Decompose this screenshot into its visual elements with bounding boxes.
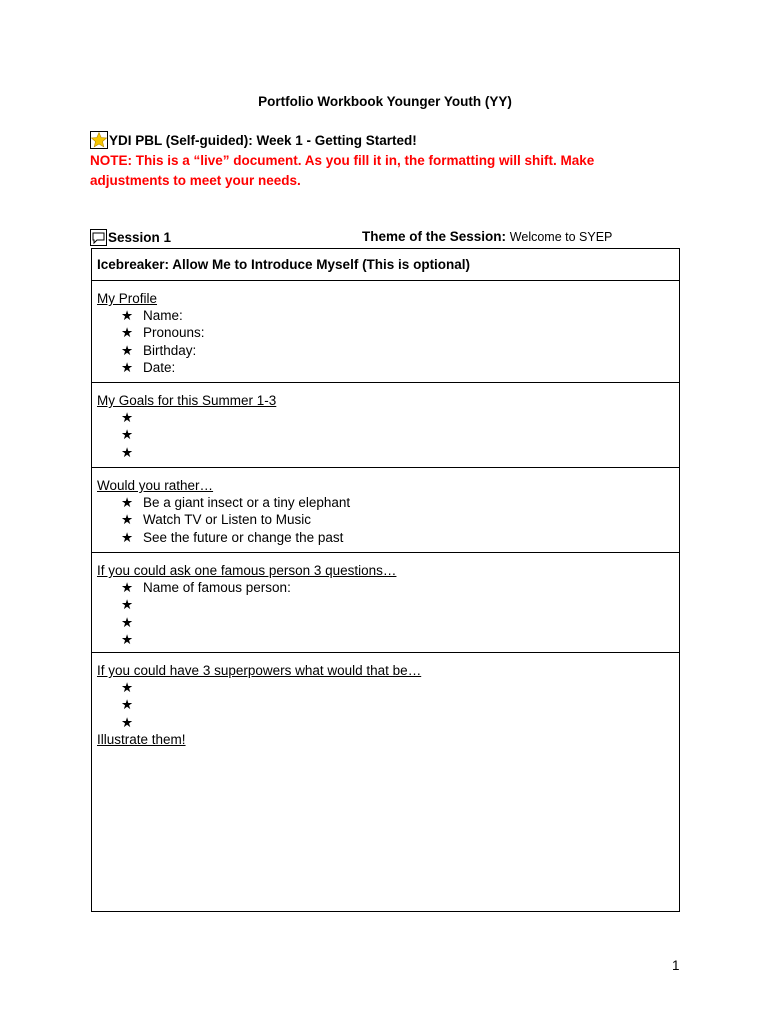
- superpowers-section[interactable]: [92, 653, 679, 911]
- section-title: If you could ask one famous person 3 questions…: [97, 563, 397, 578]
- list-item: ★ Birthday:: [121, 342, 197, 358]
- star-bullet-icon: ★: [121, 410, 134, 425]
- star-emoji-icon: [90, 131, 108, 149]
- speech-bubble-icon: [90, 229, 107, 246]
- star-bullet-icon: ★: [121, 444, 134, 460]
- list-item: [121, 631, 679, 648]
- theme-value: Welcome to SYEP: [509, 230, 613, 244]
- famous-person-section[interactable]: [92, 553, 679, 653]
- list-item: ★ Name of famous person:: [121, 580, 291, 595]
- list-item: [121, 426, 679, 443]
- section-title: Would you rather…: [97, 478, 214, 493]
- star-bullet-icon: ★: [121, 680, 134, 695]
- star-bullet-icon: ★: [121, 342, 134, 358]
- star-bullet-icon: ★: [121, 325, 134, 341]
- page-number: 1: [672, 958, 680, 973]
- star-bullet-icon: ★: [121, 580, 134, 595]
- week-title-line: [90, 131, 417, 149]
- session-row: [90, 229, 680, 247]
- icebreaker-header: Icebreaker: Allow Me to Introduce Myself (This is optional): [92, 249, 679, 281]
- list-item: [121, 596, 679, 613]
- list-item: ★ Date:: [121, 360, 176, 376]
- list-item: ★ Pronouns:: [121, 325, 205, 341]
- theme-label: Theme of the Session:: [362, 229, 507, 244]
- star-bullet-icon: ★: [121, 427, 134, 443]
- star-bullet-icon: ★: [121, 512, 134, 528]
- star-bullet-icon: ★: [121, 529, 134, 545]
- star-bullet-icon: ★: [121, 495, 134, 510]
- live-document-note: NOTE: This is a “live” document. As you fill it in, the formatting will shift. Make adjustments to meet your needs.: [90, 153, 595, 188]
- star-bullet-icon: ★: [121, 614, 134, 630]
- goals-section[interactable]: [92, 383, 679, 468]
- list-item: ★ Be a giant insect or a tiny elephant: [121, 495, 351, 510]
- section-title: My Profile: [97, 291, 158, 306]
- week-title: YDI PBL (Self-guided): Week 1 - Getting Started!: [109, 132, 417, 148]
- list-item: ★ Name:: [121, 308, 183, 323]
- list-item: ★ Watch TV or Listen to Music: [121, 512, 312, 528]
- list-item: [121, 714, 679, 731]
- illustrate-prompt: Illustrate them!: [97, 732, 186, 748]
- profile-section[interactable]: [92, 281, 679, 383]
- list-item: [121, 679, 679, 696]
- list-item: [121, 696, 679, 713]
- star-bullet-icon: ★: [121, 308, 134, 323]
- section-title: My Goals for this Summer 1-3: [97, 393, 277, 408]
- icebreaker-table: [91, 248, 680, 912]
- list-item: [121, 409, 679, 426]
- star-bullet-icon: ★: [121, 597, 134, 613]
- session-theme: [362, 229, 612, 244]
- list-item: [121, 614, 679, 631]
- list-item: ★ See the future or change the past: [121, 529, 344, 545]
- page-title: Portfolio Workbook Younger Youth (YY): [258, 94, 512, 109]
- star-bullet-icon: ★: [121, 360, 134, 376]
- section-title: If you could have 3 superpowers what would that be…: [97, 663, 422, 678]
- would-you-rather-section[interactable]: [92, 468, 679, 553]
- star-bullet-icon: ★: [121, 714, 134, 730]
- star-bullet-icon: ★: [121, 697, 134, 713]
- list-item: [121, 444, 679, 461]
- session-label: Session 1: [108, 230, 172, 245]
- session-label-group: [90, 229, 171, 246]
- star-bullet-icon: ★: [121, 632, 134, 648]
